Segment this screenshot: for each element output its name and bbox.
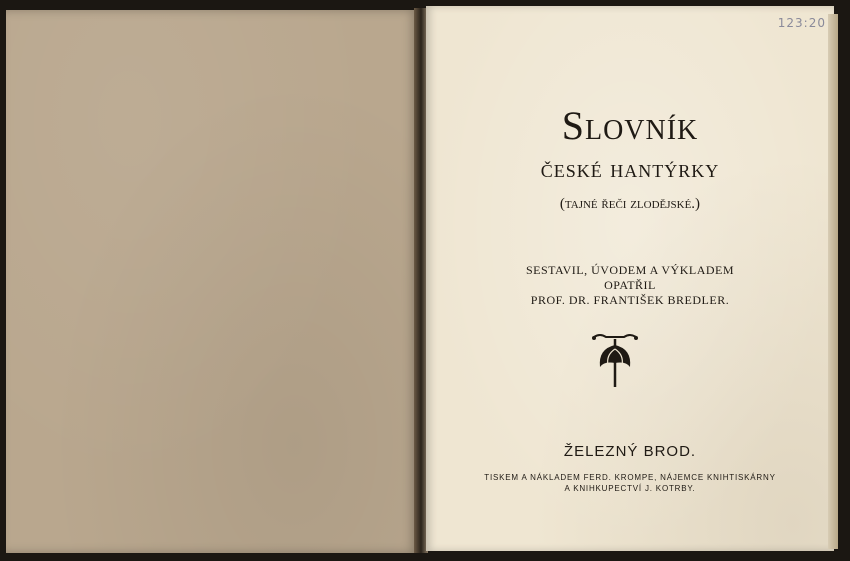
publisher-line-2: A KNIHKUPECTVÍ J. KOTRBY. (564, 484, 696, 493)
publisher-line-1: TISKEM A NÁKLADEM FERD. KROMPE, NÁJEMCE KNIHTISKÁRNY (484, 473, 776, 482)
page-edges (828, 14, 838, 549)
credit-line-3: PROF. DR. FRANTIŠEK BREDLER. (530, 293, 730, 307)
credit-line-2: OPATŘIL (604, 278, 656, 292)
left-page (6, 10, 418, 553)
floral-ornament-icon (590, 331, 640, 389)
book-parenthetical: (tajné řeči zlodějské.) (559, 196, 701, 212)
title-page (426, 6, 834, 551)
credit-line-1: SESTAVIL, ÚVODEM A VÝKLADEM (525, 263, 735, 277)
publication-place: ŽELEZNÝ BROD. (563, 443, 697, 460)
book-subtitle: české hantýrky (540, 154, 720, 183)
handwritten-note: 123:20 (777, 16, 826, 30)
book-title: Slovník (561, 103, 699, 148)
